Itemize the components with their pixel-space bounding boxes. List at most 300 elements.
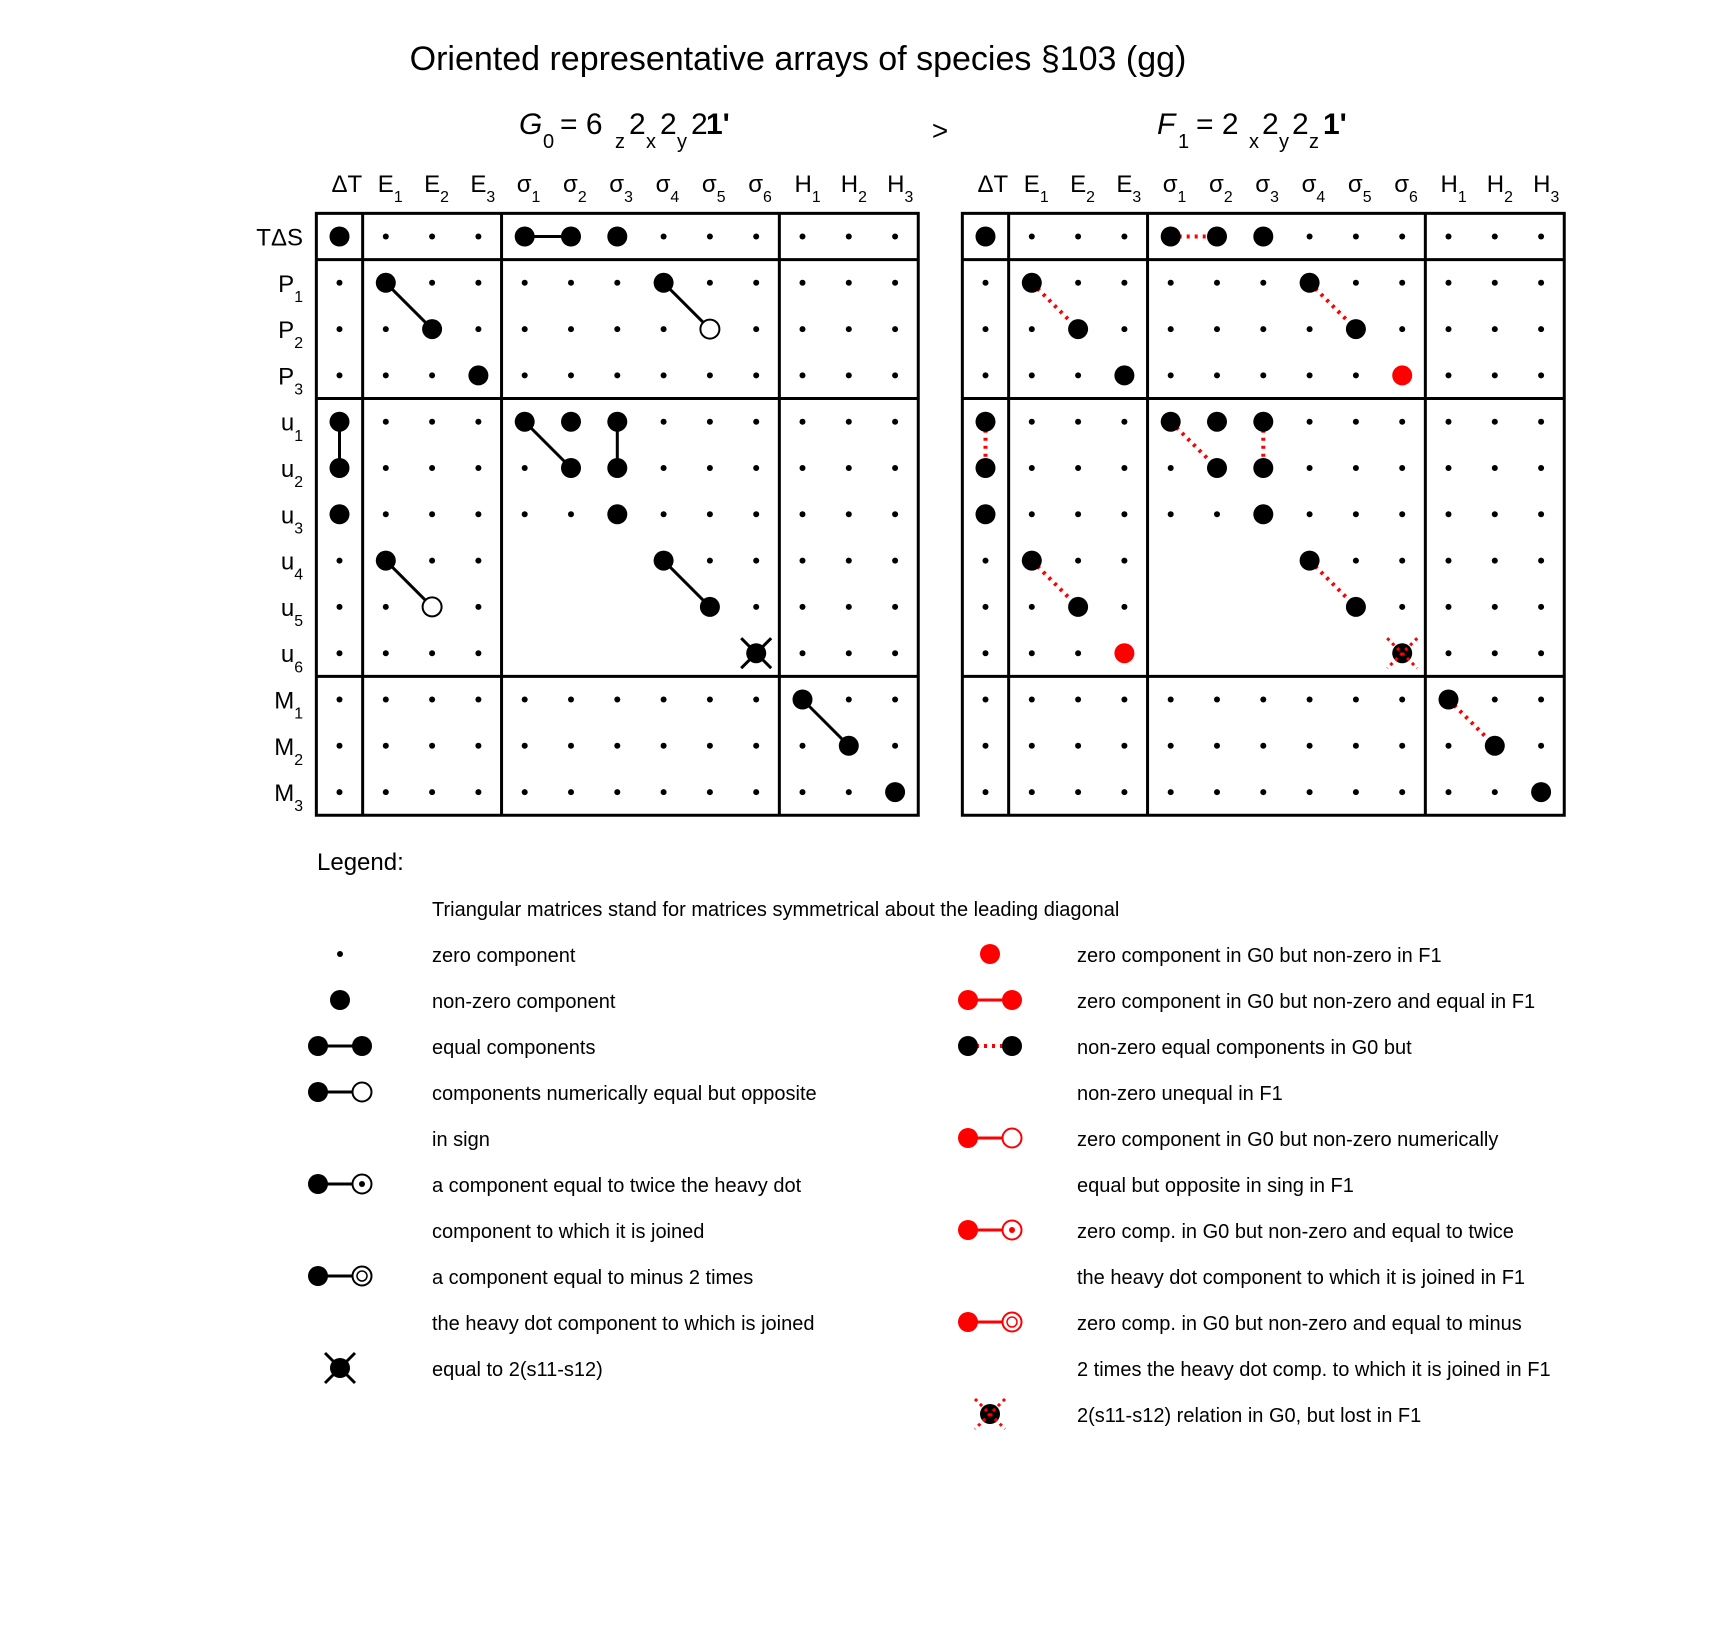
zero-component: [522, 789, 528, 795]
nonzero-component: [654, 551, 674, 571]
zero-component: [614, 697, 620, 703]
nonzero-component: [1022, 551, 1042, 571]
zero-component: [892, 280, 898, 286]
zero-component: [1029, 511, 1035, 517]
legend-open-icon: [1003, 1129, 1022, 1148]
zero-component: [1307, 511, 1313, 517]
nonzero-component: [1253, 504, 1273, 524]
zero-component: [337, 743, 343, 749]
zero-component: [1214, 511, 1220, 517]
zero-component: [1168, 789, 1174, 795]
zero-component: [1075, 558, 1081, 564]
zero-component: [753, 234, 759, 240]
zero-component: [383, 511, 389, 517]
column-label: ΔT: [331, 171, 363, 198]
zero-component: [383, 743, 389, 749]
zero-component: [1353, 743, 1359, 749]
column-label: $\sigma_5$: [1347, 171, 1372, 207]
zero-component: [1492, 604, 1498, 610]
zero-component: [1399, 465, 1405, 471]
zero-component: [800, 604, 806, 610]
zero-component: [1353, 511, 1359, 517]
zero-component: [892, 465, 898, 471]
zero-component: [383, 326, 389, 332]
zero-component: [1260, 326, 1266, 332]
zero-component: [1446, 326, 1452, 332]
nonzero-component: [976, 227, 996, 247]
zero-component: [1075, 234, 1081, 240]
column-label: $H_1$: [794, 171, 821, 207]
zero-component: [1446, 511, 1452, 517]
zero-component: [800, 465, 806, 471]
zero-component: [1538, 697, 1544, 703]
zero-component: [983, 789, 989, 795]
zero-component: [983, 697, 989, 703]
zero-component: [753, 511, 759, 517]
svg-text:x: x: [1249, 131, 1259, 153]
svg-text:1': 1': [1323, 108, 1347, 141]
zero-component: [337, 326, 343, 332]
zero-component: [892, 604, 898, 610]
zero-component: [1538, 465, 1544, 471]
zero-component: [1492, 465, 1498, 471]
zero-component: [1029, 326, 1035, 332]
svg-text:G: G: [519, 108, 543, 141]
legend-heading: Legend:: [317, 849, 404, 876]
zero-component: [1121, 234, 1127, 240]
row-label: $M_3$: [274, 780, 303, 816]
zero-component: [983, 604, 989, 610]
zero-component: [1492, 326, 1498, 332]
zero-component: [753, 372, 759, 378]
svg-text:2: 2: [1292, 108, 1309, 141]
zero-component: [892, 419, 898, 425]
zero-component: [983, 558, 989, 564]
row-label: $u_4$: [280, 548, 303, 584]
nonzero-component: [1439, 690, 1459, 710]
zero-component: [800, 326, 806, 332]
zero-component: [1353, 558, 1359, 564]
column-labels-right: [978, 171, 1560, 206]
legend-heavy-icon: [1002, 1036, 1022, 1056]
nonzero-component: [1068, 319, 1088, 339]
legend-text: zero component in G0 but non-zero and equal in F1: [1077, 991, 1536, 1013]
matrix-f1: [962, 213, 1564, 815]
zero-component: [846, 511, 852, 517]
zero-component: [522, 326, 528, 332]
zero-component: [475, 789, 481, 795]
zero-component: [753, 697, 759, 703]
zero-component: [429, 511, 435, 517]
nonzero-component: [1161, 227, 1181, 247]
nonzero-component: [607, 458, 627, 478]
zero-component: [337, 558, 343, 564]
legend-text: equal but opposite in sing in F1: [1077, 1175, 1354, 1197]
zero-component: [892, 650, 898, 656]
zero-component: [892, 697, 898, 703]
zero-component: [1446, 465, 1452, 471]
nonzero-component: [330, 504, 350, 524]
column-label: $\sigma_1$: [516, 171, 541, 207]
zero-component: [337, 650, 343, 656]
zero-component: [983, 743, 989, 749]
zero-component: [846, 789, 852, 795]
svg-text:F: F: [1157, 108, 1176, 141]
zero-component: [753, 326, 759, 332]
legend-text: non-zero unequal in F1: [1077, 1083, 1283, 1105]
nonzero-component: [976, 504, 996, 524]
zero-component: [753, 419, 759, 425]
zero-component: [475, 697, 481, 703]
zero-component: [846, 326, 852, 332]
zero-component: [846, 419, 852, 425]
row-labels: [256, 225, 303, 816]
zero-component: [1168, 465, 1174, 471]
zero-component: [1446, 650, 1452, 656]
zero-component: [892, 326, 898, 332]
zero-component: [1399, 697, 1405, 703]
svg-text:2: 2: [691, 108, 708, 141]
zero-component: [1168, 372, 1174, 378]
zero-component: [1214, 372, 1220, 378]
column-label: $\sigma_1$: [1162, 171, 1187, 207]
zero-component: [475, 511, 481, 517]
zero-component: [892, 234, 898, 240]
svg-text:= 6: = 6: [560, 108, 603, 141]
column-label: $E_2$: [424, 171, 449, 207]
zero-component: [1214, 743, 1220, 749]
legend-text: the heavy dot component to which it is joined in F1: [1077, 1267, 1526, 1289]
nonzero-component: [1531, 782, 1551, 802]
zero-component: [1121, 789, 1127, 795]
zero-component: [614, 326, 620, 332]
zero-component: [383, 697, 389, 703]
left-group-label: [519, 108, 730, 153]
column-label: $E_3$: [1116, 171, 1142, 207]
svg-text:x: x: [646, 131, 656, 153]
svg-text:0: 0: [543, 131, 555, 153]
zero-component: [661, 326, 667, 332]
zero-component: [892, 511, 898, 517]
zero-component: [1353, 419, 1359, 425]
nonzero-component: [468, 365, 488, 385]
zero-component: [1492, 419, 1498, 425]
zero-component: [1029, 650, 1035, 656]
zero-component: [475, 743, 481, 749]
column-label: $H_3$: [1533, 171, 1560, 207]
zero-component: [614, 743, 620, 749]
zero-component: [1399, 326, 1405, 332]
row-label: $u_6$: [280, 641, 303, 677]
zero-component: [1029, 234, 1035, 240]
red-component: [1392, 365, 1412, 385]
column-label: $\sigma_6$: [1394, 171, 1418, 207]
row-label: $u_5$: [280, 594, 303, 630]
svg-text:z: z: [1309, 131, 1319, 153]
zero-component: [614, 372, 620, 378]
legend-heavy-icon: [308, 1082, 328, 1102]
zero-component: [983, 650, 989, 656]
zero-component: [1307, 789, 1313, 795]
svg-text:2: 2: [1262, 108, 1279, 141]
right-group-label: [1157, 108, 1347, 153]
zero-component: [1446, 372, 1452, 378]
zero-component: [1353, 697, 1359, 703]
zero-component: [753, 558, 759, 564]
nonzero-component: [515, 412, 535, 432]
zero-component: [475, 650, 481, 656]
zero-component: [614, 789, 620, 795]
nonzero-component: [885, 782, 905, 802]
zero-component: [1260, 743, 1266, 749]
zero-component: [707, 234, 713, 240]
column-label: $E_1$: [377, 171, 403, 207]
zero-component: [753, 789, 759, 795]
nonzero-component: [1207, 227, 1227, 247]
subgroup-relation: >: [931, 115, 949, 146]
column-label: $H_3$: [887, 171, 914, 207]
zero-component: [429, 697, 435, 703]
column-label: $H_2$: [840, 171, 867, 207]
nonzero-component: [607, 227, 627, 247]
zero-component: [337, 280, 343, 286]
opposite-component: [423, 597, 442, 616]
nonzero-component: [839, 736, 859, 756]
zero-component: [707, 511, 713, 517]
zero-component: [1075, 650, 1081, 656]
nonzero-component: [1161, 412, 1181, 432]
zero-component: [753, 280, 759, 286]
zero-component: [522, 743, 528, 749]
zero-component: [1492, 650, 1498, 656]
zero-component: [846, 372, 852, 378]
column-label: $\sigma_3$: [1255, 171, 1279, 207]
zero-component: [1399, 419, 1405, 425]
zero-component: [1446, 789, 1452, 795]
zero-component: [1075, 372, 1081, 378]
zero-component: [1214, 789, 1220, 795]
row-label: $P_2$: [278, 317, 303, 353]
zero-component: [1446, 419, 1452, 425]
row-label: $P_1$: [278, 270, 303, 306]
legend: [308, 849, 1551, 1429]
zero-component: [614, 280, 620, 286]
nonzero-component: [330, 227, 350, 247]
zero-component: [1121, 511, 1127, 517]
zero-component: [661, 743, 667, 749]
zero-component: [475, 465, 481, 471]
zero-component: [707, 419, 713, 425]
zero-component: [1214, 280, 1220, 286]
zero-component: [1492, 697, 1498, 703]
nonzero-component: [1346, 319, 1366, 339]
zero-component: [1075, 280, 1081, 286]
zero-component: [661, 372, 667, 378]
zero-component: [522, 465, 528, 471]
zero-component: [661, 697, 667, 703]
zero-component: [1307, 743, 1313, 749]
zero-component: [429, 280, 435, 286]
zero-component: [1029, 697, 1035, 703]
zero-component: [846, 234, 852, 240]
legend-heavy-icon: [958, 1128, 978, 1148]
row-label: $u_2$: [280, 456, 303, 492]
legend-heavy-icon: [1002, 990, 1022, 1010]
zero-component: [475, 419, 481, 425]
row-label: TΔS: [256, 224, 303, 252]
zero-component: [1075, 743, 1081, 749]
zero-component: [475, 234, 481, 240]
zero-component: [1353, 280, 1359, 286]
zero-component: [1029, 419, 1035, 425]
zero-component: [1075, 697, 1081, 703]
zero-component: [1538, 234, 1544, 240]
column-label: $H_2$: [1486, 171, 1513, 207]
zero-component: [1075, 511, 1081, 517]
zero-component: [429, 234, 435, 240]
red-component: [1114, 643, 1134, 663]
zero-component: [429, 419, 435, 425]
zero-component: [707, 697, 713, 703]
zero-component: [1075, 789, 1081, 795]
zero-component: [661, 234, 667, 240]
zero-component: [1492, 372, 1498, 378]
zero-component: [1029, 372, 1035, 378]
zero-component: [383, 789, 389, 795]
legend-text: in sign: [432, 1129, 490, 1151]
zero-component: [661, 511, 667, 517]
zero-component: [1446, 234, 1452, 240]
zero-component: [337, 372, 343, 378]
zero-component: [1121, 558, 1127, 564]
zero-component: [800, 419, 806, 425]
zero-component: [1353, 789, 1359, 795]
zero-component: [661, 419, 667, 425]
zero-component: [1307, 697, 1313, 703]
matrix-g0: [316, 213, 918, 815]
nonzero-component: [654, 273, 674, 293]
zero-component: [568, 789, 574, 795]
zero-component: [1214, 326, 1220, 332]
legend-text: zero component: [432, 945, 576, 967]
zero-component: [1492, 280, 1498, 286]
zero-component: [1168, 326, 1174, 332]
zero-component: [1492, 789, 1498, 795]
zero-component: [1399, 743, 1405, 749]
row-label: $P_3$: [278, 363, 303, 399]
legend-heavy-icon: [980, 944, 1000, 964]
zero-component: [1029, 789, 1035, 795]
zero-component: [383, 604, 389, 610]
zero-component: [753, 743, 759, 749]
svg-text:y: y: [677, 131, 687, 153]
zero-component: [983, 326, 989, 332]
column-label: ΔT: [977, 171, 1009, 198]
nonzero-component: [1346, 597, 1366, 617]
zero-component: [1214, 697, 1220, 703]
zero-component: [1029, 604, 1035, 610]
diagram-title: Oriented representative arrays of species §103 (gg): [409, 40, 1187, 78]
zero-component: [846, 280, 852, 286]
column-label: $\sigma_5$: [701, 171, 726, 207]
zero-component: [1446, 558, 1452, 564]
legend-text: components numerically equal but opposite: [432, 1083, 817, 1105]
row-label: $M_2$: [274, 733, 303, 769]
zero-component: [1121, 697, 1127, 703]
legend-text: non-zero equal components in G0 but: [1077, 1037, 1412, 1059]
column-label: $\sigma_4$: [1301, 171, 1326, 207]
zero-component: [383, 650, 389, 656]
zero-component: [707, 465, 713, 471]
nonzero-component: [1068, 597, 1088, 617]
legend-text: a component equal to minus 2 times: [432, 1267, 754, 1289]
legend-text: 2(s11-s12) relation in G0, but lost in F1: [1077, 1405, 1422, 1427]
column-label: $H_1$: [1440, 171, 1467, 207]
zero-component: [1075, 419, 1081, 425]
legend-center-dot: [359, 1181, 365, 1187]
nonzero-component: [330, 458, 350, 478]
zero-component: [1492, 511, 1498, 517]
zero-component: [383, 234, 389, 240]
zero-component: [1538, 558, 1544, 564]
column-label: $E_2$: [1070, 171, 1095, 207]
legend-open-icon: [353, 1267, 372, 1286]
zero-component: [1399, 511, 1405, 517]
nonzero-component: [1207, 458, 1227, 478]
zero-component: [475, 604, 481, 610]
nonzero-component: [561, 227, 581, 247]
legend-text: non-zero component: [432, 991, 616, 1013]
zero-component: [1538, 280, 1544, 286]
zero-component: [1307, 234, 1313, 240]
zero-component: [522, 280, 528, 286]
column-label: $\sigma_6$: [748, 171, 772, 207]
zero-component: [1446, 743, 1452, 749]
zero-component: [337, 697, 343, 703]
zero-component: [1121, 419, 1127, 425]
legend-text: zero component in G0 but non-zero in F1: [1077, 945, 1442, 967]
zero-component: [1307, 326, 1313, 332]
zero-component: [475, 326, 481, 332]
zero-component: [475, 558, 481, 564]
zero-component: [661, 465, 667, 471]
svg-text:= 2: = 2: [1196, 108, 1239, 141]
column-label: $E_3$: [470, 171, 496, 207]
svg-text:z: z: [615, 131, 625, 153]
zero-component: [1121, 743, 1127, 749]
nonzero-component: [561, 412, 581, 432]
row-label: $u_1$: [280, 409, 303, 445]
nonzero-component: [607, 504, 627, 524]
nonzero-component: [1300, 551, 1320, 571]
zero-component: [1260, 372, 1266, 378]
zero-component: [1260, 697, 1266, 703]
zero-component: [1168, 697, 1174, 703]
zero-component: [1538, 326, 1544, 332]
legend-open-icon: [1003, 1313, 1022, 1332]
zero-component: [522, 372, 528, 378]
zero-component: [1029, 743, 1035, 749]
zero-component: [383, 372, 389, 378]
zero-component: [568, 511, 574, 517]
legend-text: zero comp. in G0 but non-zero and equal to twice: [1077, 1221, 1514, 1243]
column-label: $\sigma_4$: [655, 171, 680, 207]
row-label: $u_3$: [280, 502, 303, 538]
zero-component: [1307, 372, 1313, 378]
nonzero-component: [1300, 273, 1320, 293]
zero-component: [1075, 465, 1081, 471]
zero-component: [846, 604, 852, 610]
